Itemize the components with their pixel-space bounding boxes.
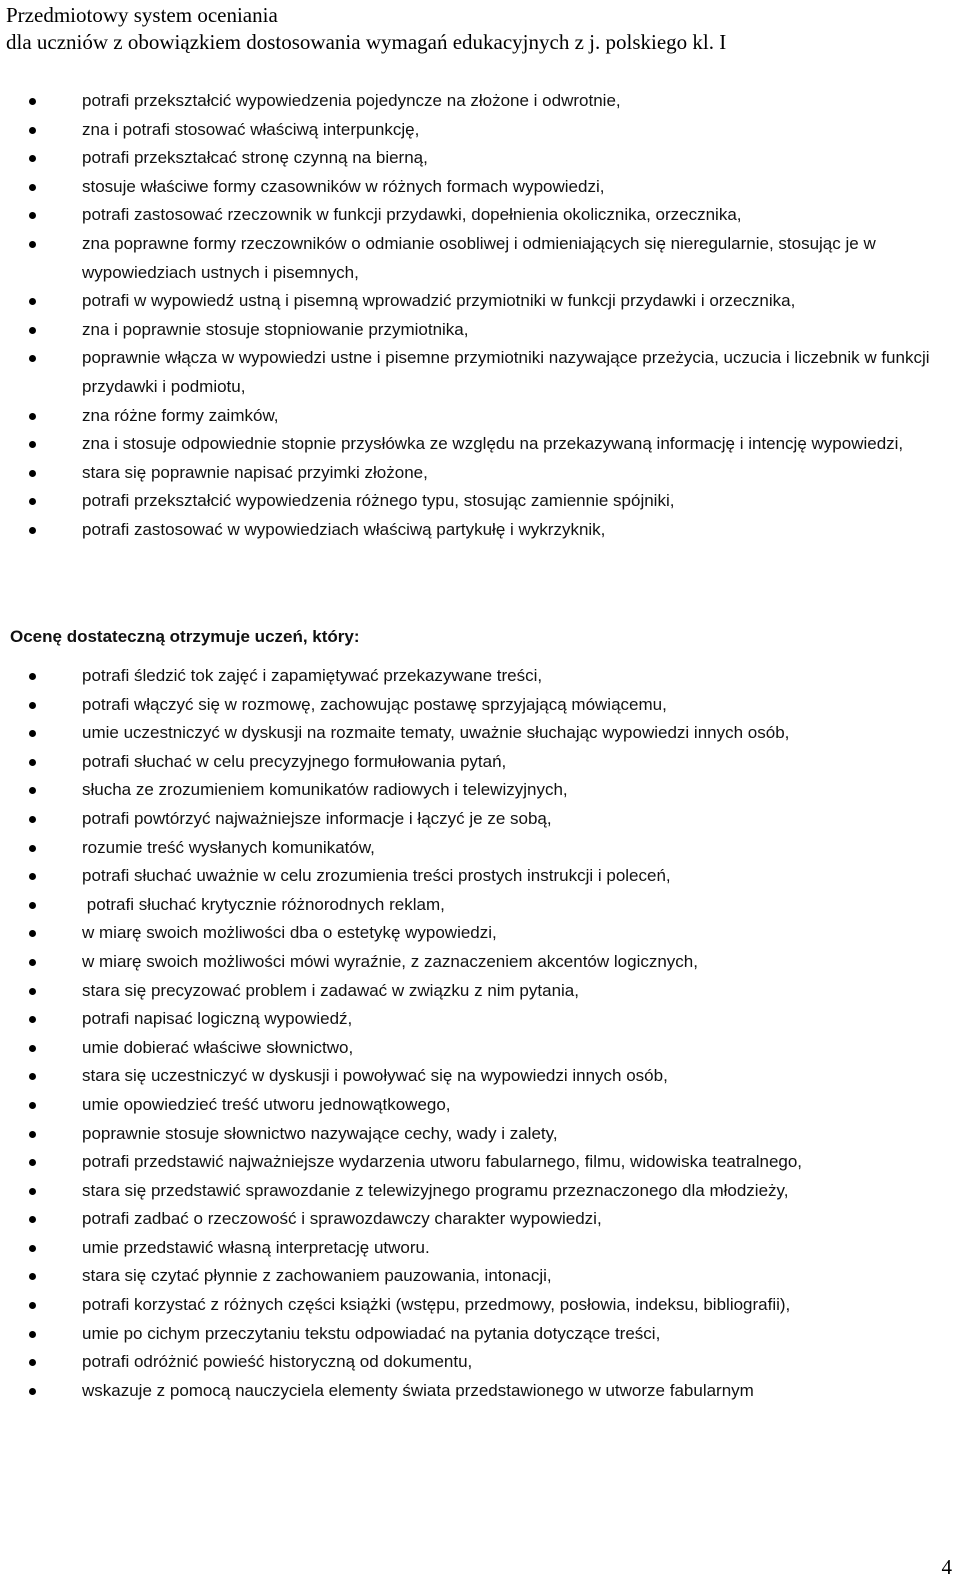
list-item: zna i poprawnie stosuje stopniowanie przymiotnika, xyxy=(0,316,960,345)
list-item: stara się przedstawić sprawozdanie z telewizyjnego programu przeznaczonego dla młodzieży, xyxy=(0,1177,960,1206)
list-item: umie przedstawić własną interpretację utworu. xyxy=(0,1234,960,1263)
list-item: umie uczestniczyć w dyskusji na rozmaite tematy, uważnie słuchając wypowiedzi innych osób, xyxy=(0,719,960,748)
list-item: stara się uczestniczyć w dyskusji i powoływać się na wypowiedzi innych osób, xyxy=(0,1062,960,1091)
list-item: potrafi zastosować rzeczownik w funkcji przydawki, dopełnienia okolicznika, orzecznika, xyxy=(0,201,960,230)
list-item: potrafi słuchać uważnie w celu zrozumienia treści prostych instrukcji i poleceń, xyxy=(0,862,960,891)
list-item: potrafi słuchać krytycznie różnorodnych reklam, xyxy=(0,891,960,920)
list-item: potrafi korzystać z różnych części książki (wstępu, przedmowy, posłowia, indeksu, bibliografii), xyxy=(0,1291,960,1320)
list-item: poprawnie stosuje słownictwo nazywające cechy, wady i zalety, xyxy=(0,1120,960,1149)
page-number: 4 xyxy=(941,1555,952,1579)
list-item: umie opowiedzieć treść utworu jednowątkowego, xyxy=(0,1091,960,1120)
header-subtitle: dla uczniów z obowiązkiem dostosowania wymagań edukacyjnych z j. polskiego kl. I xyxy=(6,30,727,54)
list-item: potrafi zastosować w wypowiedziach właściwą partykułę i wykrzyknik, xyxy=(0,516,960,545)
section-heading: Ocenę dostateczną otrzymuje uczeń, który: xyxy=(10,627,360,646)
list-item: umie po cichym przeczytaniu tekstu odpowiadać na pytania dotyczące treści, xyxy=(0,1320,960,1349)
list-item: potrafi przekształcać stronę czynną na bierną, xyxy=(0,144,960,173)
header-title: Przedmiotowy system oceniania xyxy=(6,3,278,27)
list-item: zna poprawne formy rzeczowników o odmianie osobliwej i odmieniających się nieregularnie, stosując je w wypowiedziach ustnych i pisemnych, xyxy=(0,230,960,287)
list-item: stara się czytać płynnie z zachowaniem pauzowania, intonacji, xyxy=(0,1262,960,1291)
list-item: potrafi przekształcić wypowiedzenia różnego typu, stosując zamiennie spójniki, xyxy=(0,487,960,516)
list-item: umie dobierać właściwe słownictwo, xyxy=(0,1034,960,1063)
requirements-list-2 xyxy=(0,662,960,1405)
list-item: zna różne formy zaimków, xyxy=(0,402,960,431)
list-item: potrafi w wypowiedź ustną i pisemną wprowadzić przymiotniki w funkcji przydawki i orzecznika, xyxy=(0,287,960,316)
list-item: w miarę swoich możliwości mówi wyraźnie, z zaznaczeniem akcentów logicznych, xyxy=(0,948,960,977)
list-item: zna i potrafi stosować właściwą interpunkcję, xyxy=(0,116,960,145)
list-item: potrafi słuchać w celu precyzyjnego formułowania pytań, xyxy=(0,748,960,777)
list-item: w miarę swoich możliwości dba o estetykę wypowiedzi, xyxy=(0,919,960,948)
list-item: potrafi zadbać o rzeczowość i sprawozdawczy charakter wypowiedzi, xyxy=(0,1205,960,1234)
list-item: stara się poprawnie napisać przyimki złożone, xyxy=(0,459,960,488)
list-item: potrafi śledzić tok zajęć i zapamiętywać przekazywane treści, xyxy=(0,662,960,691)
list-item: potrafi odróżnić powieść historyczną od dokumentu, xyxy=(0,1348,960,1377)
list-item: potrafi włączyć się w rozmowę, zachowując postawę sprzyjającą mówiącemu, xyxy=(0,691,960,720)
list-item: stosuje właściwe formy czasowników w różnych formach wypowiedzi, xyxy=(0,173,960,202)
list-item: zna i stosuje odpowiednie stopnie przysłówka ze względu na przekazywaną informację i intencję wypowiedzi, xyxy=(0,430,960,459)
list-item: potrafi przedstawić najważniejsze wydarzenia utworu fabularnego, filmu, widowiska teatralnego, xyxy=(0,1148,960,1177)
list-item: słucha ze zrozumieniem komunikatów radiowych i telewizyjnych, xyxy=(0,776,960,805)
list-item: wskazuje z pomocą nauczyciela elementy świata przedstawionego w utworze fabularnym xyxy=(0,1377,960,1406)
list-item: potrafi przekształcić wypowiedzenia pojedyncze na złożone i odwrotnie, xyxy=(0,87,960,116)
requirements-list-1 xyxy=(0,87,960,545)
list-item: poprawnie włącza w wypowiedzi ustne i pisemne przymiotniki nazywające przeżycia, uczucia i liczebnik w funkcji przydawki i podmiotu, xyxy=(0,344,960,401)
list-item: stara się precyzować problem i zadawać w związku z nim pytania, xyxy=(0,977,960,1006)
list-item: rozumie treść wysłanych komunikatów, xyxy=(0,834,960,863)
document-header xyxy=(6,2,726,56)
list-item: potrafi powtórzyć najważniejsze informacje i łączyć je ze sobą, xyxy=(0,805,960,834)
list-item: potrafi napisać logiczną wypowiedź, xyxy=(0,1005,960,1034)
